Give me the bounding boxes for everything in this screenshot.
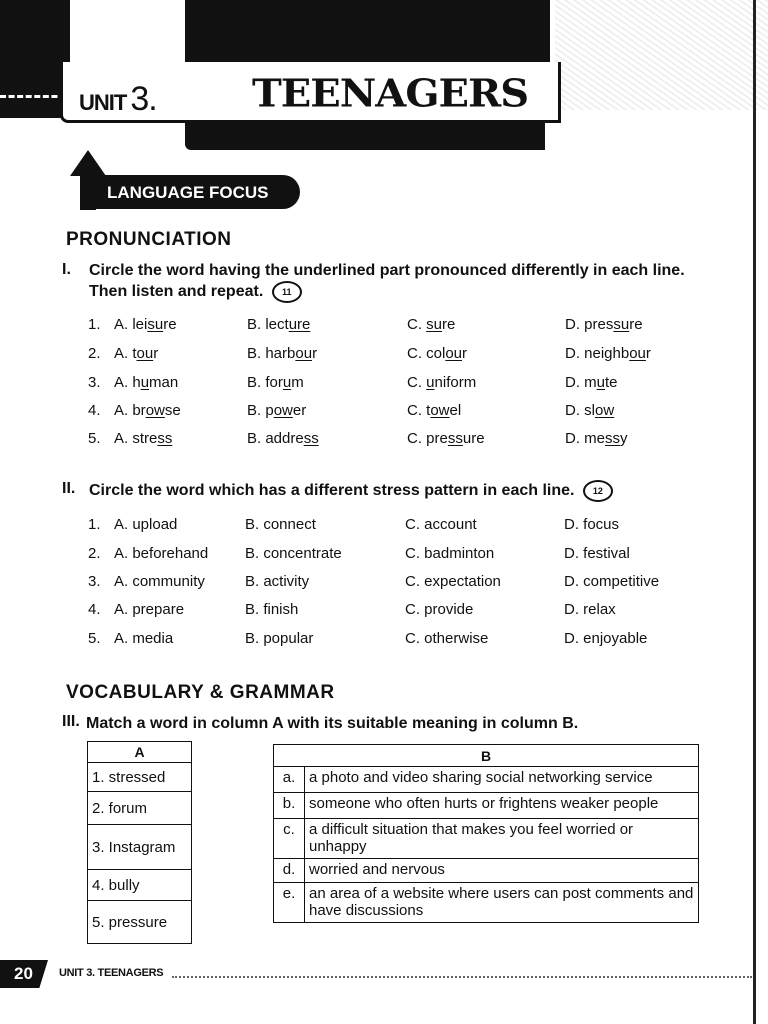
- option-c[interactable]: C. colour: [407, 345, 468, 362]
- footer-dotted-rule: [172, 976, 752, 978]
- option-b[interactable]: B. concentrate: [245, 545, 342, 562]
- option-b[interactable]: B. power: [247, 402, 307, 419]
- column-b-letter: e.: [274, 883, 305, 923]
- column-a-cell[interactable]: 4. bully: [88, 870, 192, 901]
- underlined-part: ou: [295, 345, 313, 362]
- option-b[interactable]: B. forum: [247, 374, 304, 391]
- unit-word: UNIT: [79, 90, 127, 115]
- underlined-part: ow: [145, 402, 165, 419]
- option-number: 1.: [88, 516, 101, 533]
- underlined-part: ou: [629, 345, 646, 362]
- option-c[interactable]: C. provide: [405, 601, 474, 618]
- column-b-meaning[interactable]: a difficult situation that makes you feel worried or unhappy: [305, 819, 699, 859]
- question-text: [89, 260, 709, 303]
- option-number: 2.: [88, 345, 101, 362]
- underlined-part: ou: [136, 345, 154, 362]
- column-b-row: [274, 883, 699, 923]
- option-a[interactable]: A. tour: [114, 345, 159, 362]
- option-d[interactable]: D. competitive: [564, 573, 660, 590]
- arrow-up-icon: [70, 150, 106, 176]
- underlined-part: ow: [595, 402, 615, 419]
- option-c[interactable]: C. uniform: [407, 374, 477, 391]
- arrow-stem: [80, 174, 96, 210]
- underlined-part: ss: [447, 430, 463, 447]
- question-instruction: Match a word in column A with its suitable meaning in column B.: [86, 715, 579, 732]
- option-b[interactable]: B. address: [247, 430, 319, 447]
- unit-number: 3.: [130, 80, 157, 118]
- column-b-meaning[interactable]: worried and nervous: [305, 859, 699, 883]
- column-b-meaning[interactable]: someone who often hurts or frightens weaker people: [305, 793, 699, 819]
- column-b-header: B: [274, 745, 699, 767]
- option-a[interactable]: A. beforehand: [114, 545, 209, 562]
- page-edge-rule: [753, 0, 756, 1024]
- option-b[interactable]: B. popular: [245, 630, 314, 647]
- option-d[interactable]: D. messy: [565, 430, 628, 447]
- option-c[interactable]: C. account: [405, 516, 477, 533]
- column-a-cell[interactable]: 5. pressure: [88, 901, 192, 944]
- scan-noise: [555, 0, 768, 110]
- option-c[interactable]: C. sure: [407, 316, 456, 333]
- column-a-row: [88, 870, 192, 901]
- header-dash: [0, 95, 66, 98]
- option-number: 5.: [88, 430, 101, 447]
- column-b-row: [274, 767, 699, 793]
- option-number: 3.: [88, 374, 101, 391]
- option-a[interactable]: A. stress: [114, 430, 173, 447]
- option-b[interactable]: B. harbour: [247, 345, 318, 362]
- option-a[interactable]: A. community: [114, 573, 205, 590]
- option-c[interactable]: C. pressure: [407, 430, 485, 447]
- option-number: 1.: [88, 316, 101, 333]
- option-d[interactable]: D. mute: [565, 374, 618, 391]
- option-a[interactable]: A. human: [114, 374, 179, 391]
- option-d[interactable]: D. pressure: [565, 316, 643, 333]
- question-number: III.: [62, 713, 80, 730]
- column-a-row: [88, 763, 192, 792]
- option-c[interactable]: C. otherwise: [405, 630, 489, 647]
- column-a-row: [88, 901, 192, 944]
- column-a-table: [87, 741, 192, 944]
- column-b-letter: a.: [274, 767, 305, 793]
- question-text: [89, 480, 709, 502]
- column-b-table: [273, 744, 699, 923]
- underlined-part: u: [282, 374, 292, 391]
- option-number: 2.: [88, 545, 101, 562]
- option-a[interactable]: A. prepare: [114, 601, 185, 618]
- option-number: 4.: [88, 402, 101, 419]
- underlined-part: su: [147, 316, 164, 333]
- column-b-letter: b.: [274, 793, 305, 819]
- underlined-part: u: [426, 374, 435, 391]
- question-instruction: Circle the word which has a different stress pattern in each line.: [89, 482, 575, 500]
- underlined-part: su: [613, 316, 630, 333]
- column-b-row: [274, 793, 699, 819]
- underlined-part: ss: [303, 430, 319, 447]
- option-d[interactable]: D. relax: [564, 601, 616, 618]
- footer-label: UNIT 3. TEENAGERS: [59, 967, 164, 979]
- audio-track-icon[interactable]: 12: [583, 480, 613, 502]
- option-d[interactable]: D. slow: [565, 402, 615, 419]
- pronunciation-heading: PRONUNCIATION: [66, 229, 232, 250]
- column-b-meaning[interactable]: a photo and video sharing social networking service: [305, 767, 699, 793]
- option-b[interactable]: B. lecture: [247, 316, 311, 333]
- underlined-part: ow: [273, 402, 293, 419]
- option-a[interactable]: A. browse: [114, 402, 181, 419]
- option-number: 5.: [88, 630, 101, 647]
- column-b-row: [274, 819, 699, 859]
- column-a-cell[interactable]: 2. forum: [88, 792, 192, 825]
- option-d[interactable]: D. focus: [564, 516, 620, 533]
- header-band-bottom: [185, 120, 545, 150]
- option-a[interactable]: A. leisure: [114, 316, 177, 333]
- option-a[interactable]: A. media: [114, 630, 174, 647]
- question-number: I.: [62, 261, 71, 278]
- option-number: 3.: [88, 573, 101, 590]
- page-number: 20: [14, 964, 33, 983]
- unit-title: TEENAGERS: [252, 71, 529, 116]
- column-a-row: [88, 792, 192, 825]
- option-d[interactable]: D. festival: [564, 545, 630, 562]
- underlined-part: ure: [288, 316, 311, 333]
- column-b-meaning[interactable]: an area of a website where users can post comments and have discussions: [305, 883, 699, 923]
- underlined-part: u: [596, 374, 606, 391]
- option-c[interactable]: C. expectation: [405, 573, 501, 590]
- option-number: 4.: [88, 601, 101, 618]
- option-d[interactable]: D. neighbour: [565, 345, 651, 362]
- audio-track-icon[interactable]: 11: [272, 281, 302, 303]
- column-a-cell[interactable]: 1. stressed: [88, 763, 192, 792]
- column-a-row: [88, 825, 192, 870]
- underlined-part: ow: [430, 402, 450, 419]
- column-a-header: A: [88, 742, 192, 763]
- option-d[interactable]: D. enjoyable: [564, 630, 648, 647]
- option-c[interactable]: C. towel: [407, 402, 462, 419]
- underlined-part: su: [426, 316, 443, 333]
- option-c[interactable]: C. badminton: [405, 545, 495, 562]
- unit-label: [79, 80, 157, 119]
- column-b-row: [274, 859, 699, 883]
- column-b-letter: c.: [274, 819, 305, 859]
- underlined-part: ou: [445, 345, 463, 362]
- column-a-cell[interactable]: 3. Instagram: [88, 825, 192, 870]
- underlined-part: u: [140, 374, 150, 391]
- question-number: II.: [62, 480, 76, 497]
- underlined-part: ss: [157, 430, 173, 447]
- language-focus-label: LANGUAGE FOCUS: [107, 183, 269, 202]
- vocab-heading: VOCABULARY & GRAMMAR: [66, 682, 335, 703]
- option-a[interactable]: A. upload: [114, 516, 178, 533]
- column-b-letter: d.: [274, 859, 305, 883]
- question-instruction: Circle the word having the underlined part pronounced differently in each line. Then listen and repeat.: [89, 262, 685, 301]
- option-b[interactable]: B. activity: [245, 573, 310, 590]
- header-band-top: [185, 0, 550, 62]
- underlined-part: ss: [605, 430, 621, 447]
- option-b[interactable]: B. connect: [245, 516, 316, 533]
- option-b[interactable]: B. finish: [245, 601, 299, 618]
